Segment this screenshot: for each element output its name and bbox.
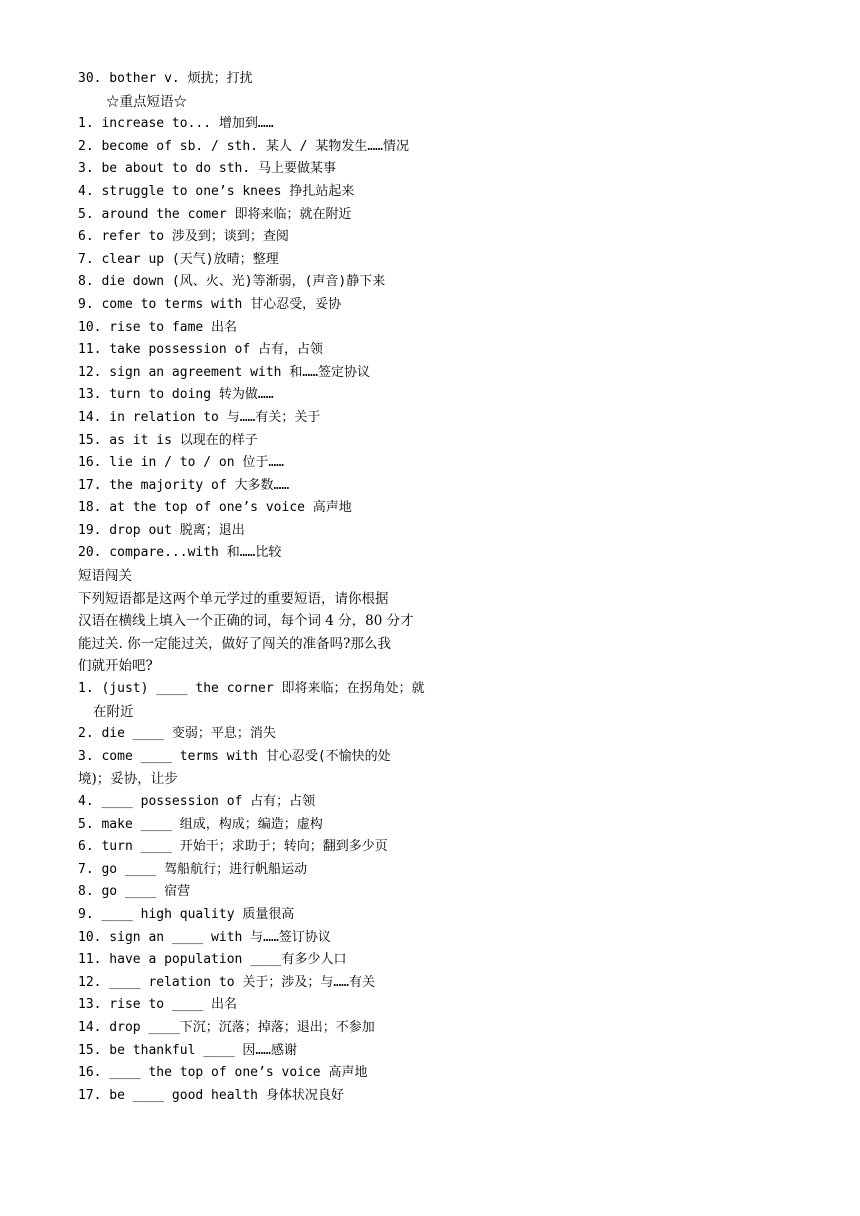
- quiz-item: 12. ____ relation to 关于；涉及；与……有关: [78, 974, 376, 990]
- vocab-item-30: 30. bother v. 烦扰；打扰: [78, 71, 253, 86]
- quiz-intro-line: 能过关. 你一定能过关，做好了闯关的准备吗?那么我: [78, 635, 391, 652]
- quiz-intro: [78, 588, 458, 678]
- phrase-item: 10. rise to fame 出名: [78, 319, 238, 335]
- quiz-item: 9. ____ high quality 质量很高: [78, 906, 295, 922]
- key-phrases-list: [78, 113, 458, 565]
- phrase-item: 1. increase to... 增加到……: [78, 116, 274, 132]
- quiz-item-continuation: 在附近: [93, 703, 134, 720]
- quiz-intro-line: 们就开始吧?: [78, 658, 153, 675]
- content-column: [78, 68, 458, 1107]
- phrase-item: 16. lie in / to / on 位于……: [78, 455, 285, 471]
- phrase-item: 13. turn to doing 转为做……: [78, 387, 274, 403]
- phrase-item: 11. take possession of 占有，占领: [78, 342, 324, 358]
- quiz-intro-line: 汉语在横线上填入一个正确的词，每个词 4 分，80 分才: [78, 613, 414, 630]
- quiz-item: 15. be thankful ____ 因……感谢: [78, 1042, 298, 1058]
- phrase-item: 3. be about to do sth. 马上要做某事: [78, 161, 337, 177]
- quiz-title: 短语闯关: [78, 568, 132, 585]
- quiz-intro-line: 下列短语都是这两个单元学过的重要短语，请你根据: [78, 590, 389, 607]
- quiz-item: 8. go ____ 宿营: [78, 884, 191, 900]
- quiz-item: 6. turn ____ 开始干；求助于；转向；翻到多少页: [78, 839, 388, 855]
- quiz-item: 13. rise to ____ 出名: [78, 997, 238, 1013]
- phrase-item: 20. compare...with 和……比较: [78, 545, 282, 561]
- phrase-item: 4. struggle to one’s knees 挣扎站起来: [78, 183, 355, 199]
- phrase-item: 7. clear up (天气)放晴；整理: [78, 251, 279, 267]
- phrase-item: 15. as it is 以现在的样子: [78, 432, 258, 448]
- phrase-item: 12. sign an agreement with 和……签定协议: [78, 364, 370, 380]
- phrase-item: 2. become of sb. / sth. 某人 / 某物发生……情况: [78, 138, 409, 154]
- phrase-item: 5. around the comer 即将来临；就在附近: [78, 206, 352, 222]
- phrases-heading: ☆重点短语☆: [106, 93, 187, 110]
- quiz-list: [78, 678, 458, 1107]
- quiz-item: 17. be ____ good health 身体状况良好: [78, 1087, 344, 1103]
- phrase-item: 6. refer to 涉及到；谈到；查阅: [78, 229, 289, 245]
- phrase-item: 14. in relation to 与……有关；关于: [78, 409, 321, 425]
- quiz-item: 14. drop ____下沉；沉落；掉落；退出；不参加: [78, 1019, 375, 1035]
- phrase-item: 19. drop out 脱离；退出: [78, 522, 245, 538]
- quiz-item: 3. come ____ terms with 甘心忍受(不愉快的处: [78, 748, 391, 764]
- phrase-item: 8. die down (风、火、光)等渐弱，(声音)静下来: [78, 274, 386, 290]
- quiz-item: 10. sign an ____ with 与……签订协议: [78, 929, 331, 945]
- quiz-item: 1. (just) ____ the corner 即将来临；在拐角处；就: [78, 681, 425, 697]
- quiz-item: 5. make ____ 组成，构成；编造；虚构: [78, 816, 323, 832]
- quiz-item: 11. have a population ____有多少人口: [78, 952, 347, 968]
- quiz-item: 2. die ____ 变弱；平息；消失: [78, 726, 276, 742]
- quiz-item: 7. go ____ 驾船航行；进行帆船运动: [78, 861, 308, 877]
- quiz-item-continuation: 境)；妥协，让步: [78, 771, 178, 788]
- quiz-item: 16. ____ the top of one’s voice 高声地: [78, 1065, 368, 1081]
- phrase-item: 9. come to terms with 甘心忍受，妥协: [78, 296, 342, 312]
- phrase-item: 17. the majority of 大多数……: [78, 477, 290, 493]
- phrase-item: 18. at the top of one’s voice 高声地: [78, 500, 352, 516]
- quiz-item: 4. ____ possession of 占有；占领: [78, 794, 316, 809]
